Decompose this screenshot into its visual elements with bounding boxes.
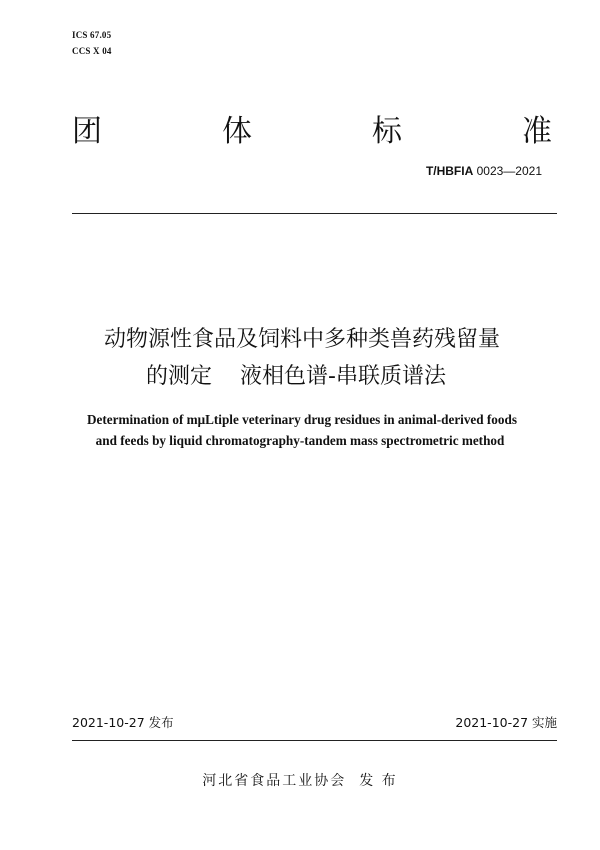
top-divider xyxy=(72,213,557,214)
heading-char-2: 体 xyxy=(222,114,252,149)
english-title-line-2: and feeds by liquid chromatography-tandem mass spectrometric method xyxy=(95,433,505,448)
ics-code: ICS 67.05 xyxy=(72,30,112,40)
implementation-date: 2021-10-27 实施 xyxy=(455,715,557,730)
publisher: 河北省食品工业协会 发 布 xyxy=(202,773,398,789)
heading-char-3: 标 xyxy=(372,114,402,149)
standard-prefix: T/HBFIA xyxy=(425,164,474,178)
bottom-divider xyxy=(72,740,557,741)
ccs-code: CCS X 04 xyxy=(72,46,112,56)
heading-char-4: 准 xyxy=(522,114,552,149)
chinese-title-line-1: 动物源性食品及饲料中多种类兽药残留量 xyxy=(103,327,500,352)
standard-number-value: 0023—2021 xyxy=(473,164,542,178)
release-date: 2021-10-27 发布 xyxy=(72,715,174,730)
heading-char-1: 团 xyxy=(72,114,102,149)
standard-number xyxy=(426,164,542,178)
chinese-title-line-2: 的测定 液相色谱-串联质谱法 xyxy=(146,364,446,389)
english-title-line-1: Determination of mμLtiple veterinary drug residues in animal-derived foods xyxy=(87,412,517,427)
